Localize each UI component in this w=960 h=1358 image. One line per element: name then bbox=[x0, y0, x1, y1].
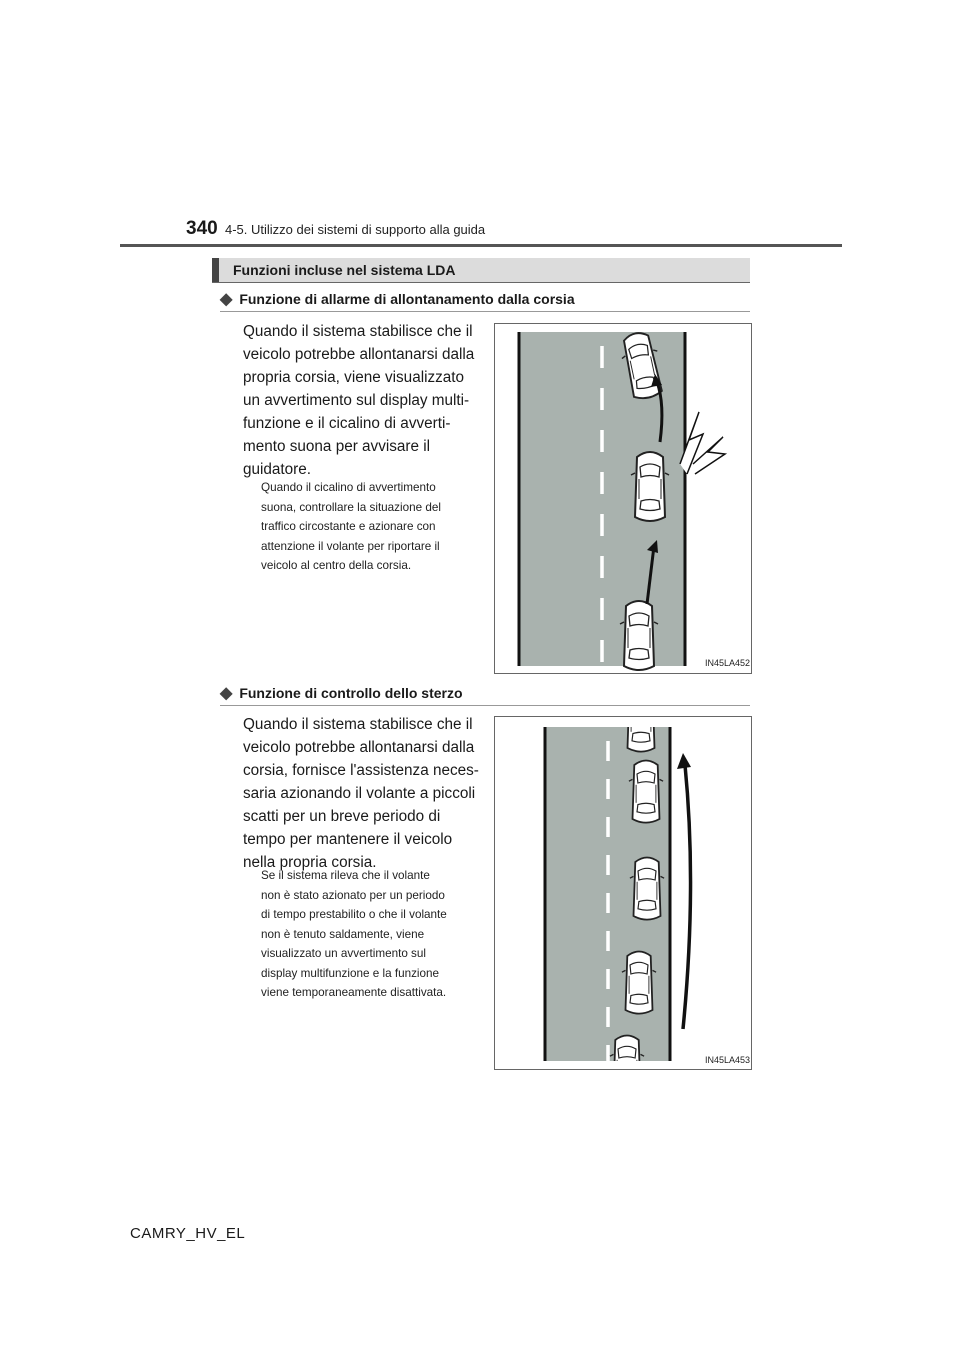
text-line: non è stato azionato per un periodo bbox=[261, 888, 445, 902]
subsection-heading-text: Funzione di controllo dello sterzo bbox=[239, 685, 463, 701]
text-line: viene temporaneamente disattivata. bbox=[261, 986, 447, 999]
footer-model-code: CAMRY_HV_EL bbox=[130, 1225, 246, 1242]
subsection-heading-steering-control bbox=[220, 683, 463, 703]
section-title: Funzioni incluse nel sistema LDA bbox=[233, 262, 456, 278]
text-line: Quando il sistema stabilisce che il bbox=[243, 323, 473, 340]
text-line: Quando il cicalino di avvertimento bbox=[261, 481, 436, 494]
car-icon bbox=[624, 717, 658, 752]
page-number: 340 bbox=[186, 218, 218, 239]
section-underline bbox=[212, 282, 750, 283]
figure-code: IN45LA453 bbox=[705, 1055, 751, 1065]
steering-description bbox=[243, 713, 480, 874]
text-line: mento suona per avvisare il bbox=[243, 438, 431, 455]
text-line: di tempo prestabilito o che il volante bbox=[261, 908, 447, 921]
text-line: veicolo al centro della corsia. bbox=[261, 559, 412, 572]
car-icon bbox=[622, 952, 656, 1014]
steering-note bbox=[261, 866, 480, 1003]
subsection-rule bbox=[220, 311, 750, 312]
car-icon bbox=[610, 1036, 644, 1070]
text-line: nella propria corsia. bbox=[243, 854, 377, 871]
section-title-bar bbox=[212, 258, 750, 282]
steering-arrow-icon bbox=[683, 765, 691, 1029]
alert-description bbox=[243, 320, 480, 481]
diamond-bullet-icon: ◆ bbox=[220, 291, 233, 308]
diamond-bullet-icon: ◆ bbox=[220, 685, 233, 702]
alert-note bbox=[261, 478, 480, 576]
subsection-heading-lane-departure-alert bbox=[220, 289, 575, 309]
car-icon bbox=[620, 601, 658, 670]
text-line: veicolo potrebbe allontanarsi dalla bbox=[243, 346, 475, 363]
car-icon bbox=[630, 858, 664, 920]
text-line: visualizzato un avvertimento sul bbox=[261, 947, 427, 960]
car-icon bbox=[631, 452, 669, 521]
text-line: saria azionando il volante a piccoli bbox=[243, 785, 476, 802]
figure-steering-control bbox=[494, 716, 752, 1070]
car-icon bbox=[629, 761, 663, 823]
illustration-lane-departure bbox=[495, 324, 751, 673]
text-line: veicolo potrebbe allontanarsi dalla bbox=[243, 739, 475, 756]
text-line: suona, controllare la situazione del bbox=[261, 500, 441, 514]
text-line: non è tenuto saldamente, viene bbox=[261, 927, 425, 941]
text-line: Se il sistema rileva che il volante bbox=[261, 869, 430, 882]
text-line: funzione e il cicalino di avverti- bbox=[243, 415, 451, 432]
text-line: un avvertimento sul display multi- bbox=[243, 392, 470, 409]
text-line: propria corsia, viene visualizzato bbox=[243, 369, 465, 386]
subsection-heading-text: Funzione di allarme di allontanamento dalla corsia bbox=[239, 291, 575, 307]
text-line: scatti per un breve periodo di bbox=[243, 808, 441, 825]
figure-code: IN45LA452 bbox=[705, 658, 751, 668]
text-line: display multifunzione e la funzione bbox=[261, 966, 440, 980]
figure-lane-departure-alert bbox=[494, 323, 752, 674]
illustration-steering-control bbox=[495, 717, 751, 1069]
subsection-rule bbox=[220, 705, 750, 706]
breadcrumb: 4-5. Utilizzo dei sistemi di supporto alla guida bbox=[225, 222, 486, 237]
text-line: corsia, fornisce l'assistenza neces- bbox=[243, 762, 479, 779]
header-rule bbox=[120, 244, 842, 247]
text-line: guidatore. bbox=[243, 461, 312, 478]
text-line: Quando il sistema stabilisce che il bbox=[243, 716, 473, 733]
text-line: traffico circostante e azionare con bbox=[261, 520, 436, 533]
text-line: attenzione il volante per riportare il bbox=[261, 539, 440, 553]
text-line: tempo per mantenere il veicolo bbox=[243, 831, 453, 848]
